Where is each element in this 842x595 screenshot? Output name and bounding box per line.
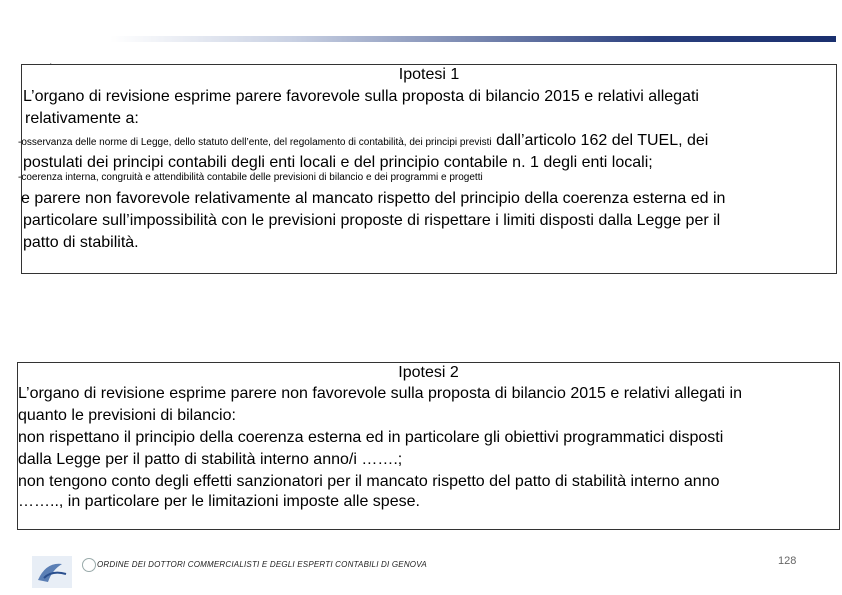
page-number: 128 — [778, 555, 797, 567]
footer-circle-icon — [82, 558, 96, 572]
hypothesis-1-line-3-big: dall’articolo 162 del TUEL, dei — [496, 132, 709, 149]
hypothesis-1-box — [18, 64, 837, 274]
hypothesis-1-line-7: particolare sull’impossibilità con le previsioni proposte di rispettare i limiti disposti dalla Legge per il — [23, 212, 721, 229]
hypothesis-2-line-5: non tengono conto degli effetti sanzionatori per il mancato rispetto del patto di stabilità interno anno — [18, 473, 720, 490]
hypothesis-1-line-2: relativamente a: — [25, 110, 139, 127]
hypothesis-2-line-1: L’organo di revisione esprime parere non favorevole sulla proposta di bilancio 2015 e relativi allegati in — [18, 385, 742, 402]
organization-logo-icon — [32, 556, 72, 588]
hypothesis-2-box — [17, 362, 840, 530]
hypothesis-1-line-8: patto di stabilità. — [23, 234, 139, 251]
hypothesis-2-title: Ipotesi 2 — [398, 364, 459, 381]
hypothesis-2-line-2: quanto le previsioni di bilancio: — [18, 407, 236, 424]
footer-organization-name: ORDINE DEI DOTTORI COMMERCIALISTI E DEGLI ESPERTI CONTABILI DI GENOVA — [97, 560, 427, 569]
hypothesis-1-line-4: postulati dei principi contabili degli enti locali e del principio contabile n. 1 degli enti locali; — [23, 154, 653, 171]
hypothesis-1-line-3 — [18, 131, 708, 153]
hypothesis-1-line-6: e parere non favorevole relativamente al mancato rispetto del principio della coerenza esterna ed in — [21, 190, 726, 207]
hypothesis-1-line-3-small: -osservanza delle norme di Legge, dello statuto dell’ente, del regolamento di contabilità, dei principi previsti — [18, 137, 492, 148]
hypothesis-1-title: Ipotesi 1 — [398, 66, 460, 83]
stray-dot: . — [50, 60, 52, 66]
hypothesis-1-line-5: -coerenza interna, congruità e attendibilità contabile delle previsioni di bilancio e dei programmi e progetti — [18, 172, 483, 183]
hypothesis-2-line-6: …….., in particolare per le limitazioni imposte alle spese. — [18, 493, 420, 510]
header-gradient-bar — [110, 36, 836, 42]
hypothesis-1-line-1: L’organo di revisione esprime parere favorevole sulla proposta di bilancio 2015 e relativi allegati — [23, 88, 699, 105]
hypothesis-2-line-3: non rispettano il principio della coerenza esterna ed in particolare gli obiettivi programmatici disposti — [18, 429, 724, 446]
hypothesis-2-line-4: dalla Legge per il patto di stabilità interno anno/i …….; — [18, 451, 403, 468]
